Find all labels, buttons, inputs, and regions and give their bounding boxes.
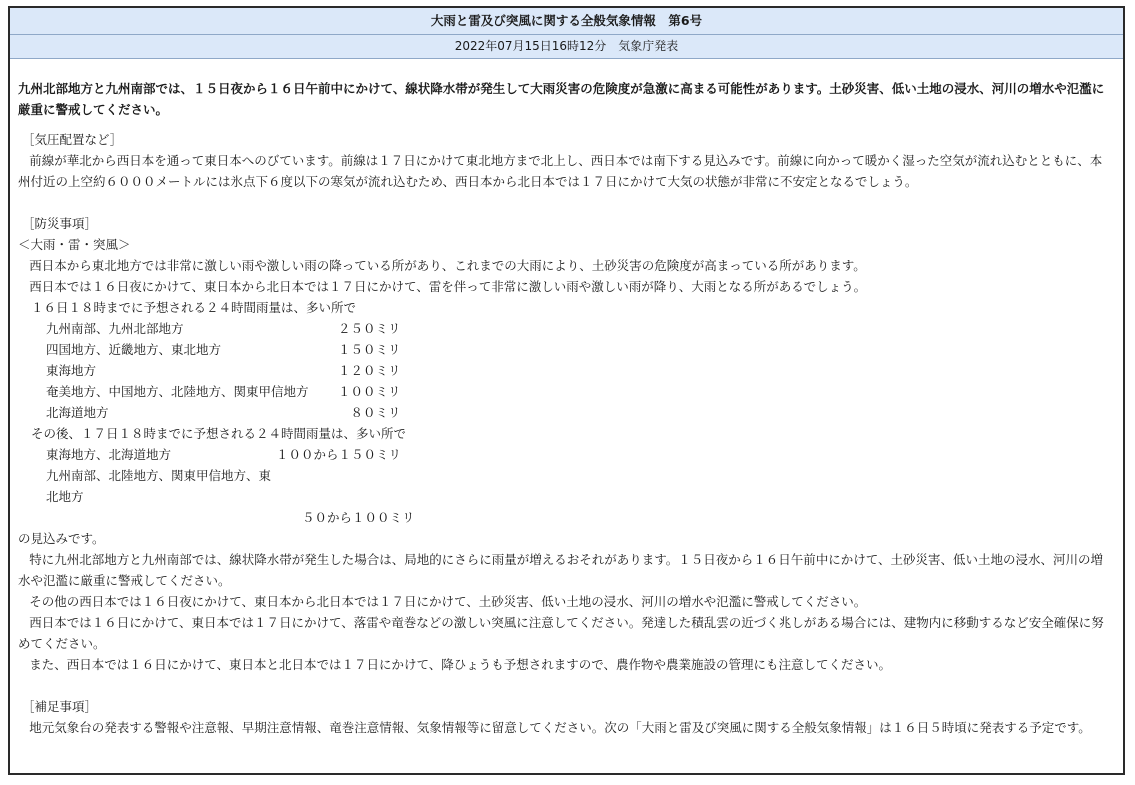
rain-amount: ２５０ミリ — [338, 321, 401, 336]
rain-forecast-1-intro: １６日１８時までに予想される２４時間雨量は、多い所で — [31, 300, 357, 315]
rain-area: 四国地方、近畿地方、東北地方 — [46, 342, 222, 357]
supplement-section-label: ［補足事項］ — [22, 699, 98, 714]
rain-forecast-row — [18, 465, 1113, 507]
bulletin-title: 大雨と雷及び突風に関する全般気象情報 第6号 — [10, 8, 1123, 35]
rain-amount: １２０ミリ — [338, 363, 401, 378]
rain-amount: １００から１５０ミリ — [276, 447, 402, 462]
rain-forecast-row — [18, 318, 1113, 339]
rain-forecast-row — [18, 381, 1113, 402]
rain-amount: １５０ミリ — [338, 342, 401, 357]
issued-datetime: 2022年07月15日16時12分 気象庁発表 — [10, 35, 1123, 59]
supplement-text: 地元気象台の発表する警報や注意報、早期注意情報、竜巻注意情報、気象情報等に留意してください。次の「大雨と雷及び突風に関する全般気象情報」は１６日５時頃に発表する予定です。 — [29, 720, 1091, 735]
disaster-section-label: ［防災事項］ — [22, 216, 98, 231]
rain-forecast-row — [18, 444, 1113, 465]
rain-area: 東海地方 — [46, 363, 97, 378]
disaster-paragraph-5: 西日本では１６日にかけて、東日本では１７日にかけて、落雷や竜巻などの激しい突風に注意してください。発達した積乱雲の近づく兆しがある場合には、建物内に移動するなど安全確保に努めてください。 — [18, 615, 1104, 651]
disaster-paragraph-1: 西日本から東北地方では非常に激しい雨や激しい雨の降っている所があり、これまでの大雨により、土砂災害の危険度が高まっている所があります。 — [29, 258, 866, 273]
rain-forecast-row — [18, 402, 1113, 423]
disaster-paragraph-6: また、西日本では１６日にかけて、東日本と北日本では１７日にかけて、降ひょうも予想されますので、農作物や農業施設の管理にも注意してください。 — [29, 657, 892, 672]
rain-forecast-row — [18, 339, 1113, 360]
headline: 九州北部地方と九州南部では、１５日夜から１６日午前中にかけて、線状降水帯が発生して大雨災害の危険度が急激に高まる可能性があります。土砂災害、低い土地の浸水、河川の増水や氾濫に厳重に警戒してください。 — [18, 81, 1105, 117]
rain-area: 東海地方、北海道地方 — [46, 447, 172, 462]
pressure-text: 前線が華北から西日本を通って東日本へのびています。前線は１７日にかけて東北地方まで北上し、西日本では南下する見込みです。前線に向かって暖かく湿った空気が流れ込むとともに、本州付近の上空約６０００メートルには氷点下６度以下の寒気が流れ込むため、西日本から北日本では１７日にかけて大気の状態が非常に不安定となるでしょう。 — [18, 153, 1103, 189]
rain-amount: ８０ミリ — [338, 405, 401, 420]
outlook-end: の見込みです。 — [18, 531, 105, 546]
bulletin-body — [18, 78, 1113, 738]
rain-area: 奄美地方、中国地方、北陸地方、関東甲信地方 — [46, 384, 309, 399]
rain-forecast-2-intro: その後、１７日１８時までに予想される２４時間雨量は、多い所で — [31, 426, 407, 441]
disaster-paragraph-4: その他の西日本では１６日夜にかけて、東日本から北日本では１７日にかけて、土砂災害、低い土地の浸水、河川の増水や氾濫に警戒してください。 — [29, 594, 867, 609]
disaster-paragraph-2: 西日本では１６日夜にかけて、東日本から北日本では１７日にかけて、雷を伴って非常に激しい雨や激しい雨が降り、大雨となる所があるでしょう。 — [29, 279, 867, 294]
rain-amount: ５０から１００ミリ — [302, 510, 415, 525]
rain-area: 九州南部、北陸地方、関東甲信地方、東北地方 — [46, 468, 272, 504]
bulletin-frame — [8, 6, 1125, 775]
pressure-section-label: ［気圧配置など］ — [22, 132, 123, 147]
disaster-sublabel: ＜大雨・雷・突風＞ — [18, 237, 131, 252]
disaster-paragraph-3: 特に九州北部地方と九州南部では、線状降水帯が発生した場合は、局地的にさらに雨量が増えるおそれがあります。１５日夜から１６日午前中にかけて、土砂災害、低い土地の浸水、河川の増水や氾濫に厳重に警戒してください。 — [18, 552, 1104, 588]
spacer — [18, 192, 1113, 213]
rain-amount: １００ミリ — [338, 384, 401, 399]
rain-area: 九州南部、九州北部地方 — [46, 321, 184, 336]
spacer — [18, 675, 1113, 696]
rain-area: 北海道地方 — [46, 405, 109, 420]
rain-forecast-row — [18, 360, 1113, 381]
